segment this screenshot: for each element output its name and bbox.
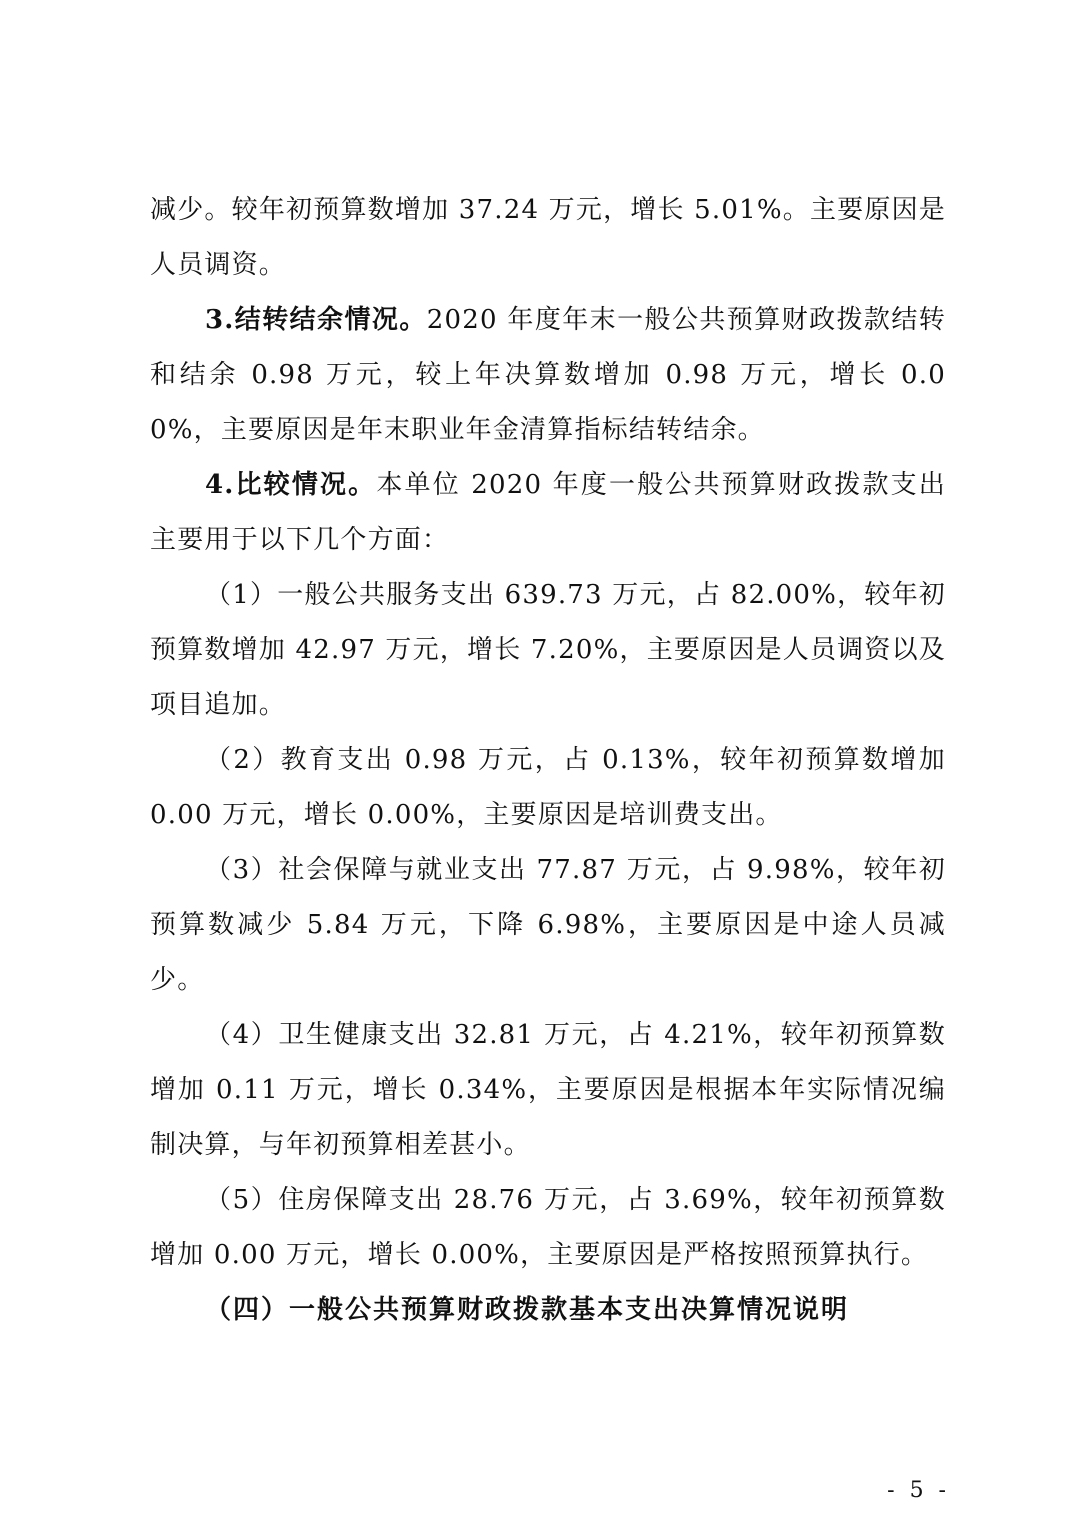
paragraph-text: （2）教育支出 0.98 万元，占 0.13%，较年初预算数增加 0.00 万元，增长 0.00%，主要原因是培训费支出。 — [150, 745, 946, 830]
paragraph-text: （1）一般公共服务支出 639.73 万元，占 82.00%，较年初预算数增加 42.97 万元，增长 7.20%，主要原因是人员调资以及项目追加。 — [150, 580, 946, 720]
paragraph-text: 2020 年度年末一般公共预算财政拨款结转和结余 0.98 万元，较上年决算数增加 0.98 万元，增长 0.00%，主要原因是年末职业年金清算指标结转结余。 — [150, 305, 946, 445]
page-number: - 5 - — [887, 1478, 950, 1503]
document-body — [150, 183, 946, 1338]
paragraph-continuation — [150, 183, 946, 293]
paragraph-carryover — [150, 293, 946, 458]
paragraph-lead-heading: 3.结转结余情况。 — [205, 305, 427, 335]
paragraph-item-health — [150, 1008, 946, 1173]
section-heading: （四）一般公共预算财政拨款基本支出决算情况说明 — [205, 1295, 850, 1325]
paragraph-lead-heading: 4.比较情况。 — [205, 470, 377, 500]
paragraph-text: 本单位 2020 年度一般公共预算财政拨款支出主要用于以下几个方面： — [150, 470, 946, 555]
paragraph-comparison — [150, 458, 946, 568]
paragraph-item-housing — [150, 1173, 946, 1283]
paragraph-text: （3）社会保障与就业支出 77.87 万元，占 9.98%，较年初预算数减少 5.84 万元，下降 6.98%，主要原因是中途人员减少。 — [150, 855, 946, 995]
paragraph-text: 减少。较年初预算数增加 37.24 万元，增长 5.01%。主要原因是人员调资。 — [150, 195, 946, 280]
paragraph-text: （5）住房保障支出 28.76 万元，占 3.69%，较年初预算数增加 0.00 万元，增长 0.00%，主要原因是严格按照预算执行。 — [150, 1185, 946, 1270]
paragraph-item-education — [150, 733, 946, 843]
paragraph-item-social-security — [150, 843, 946, 1008]
paragraph-item-general-public-services — [150, 568, 946, 733]
paragraph-text: （4）卫生健康支出 32.81 万元，占 4.21%，较年初预算数增加 0.11 万元，增长 0.34%，主要原因是根据本年实际情况编制决算，与年初预算相差甚小。 — [150, 1020, 946, 1160]
